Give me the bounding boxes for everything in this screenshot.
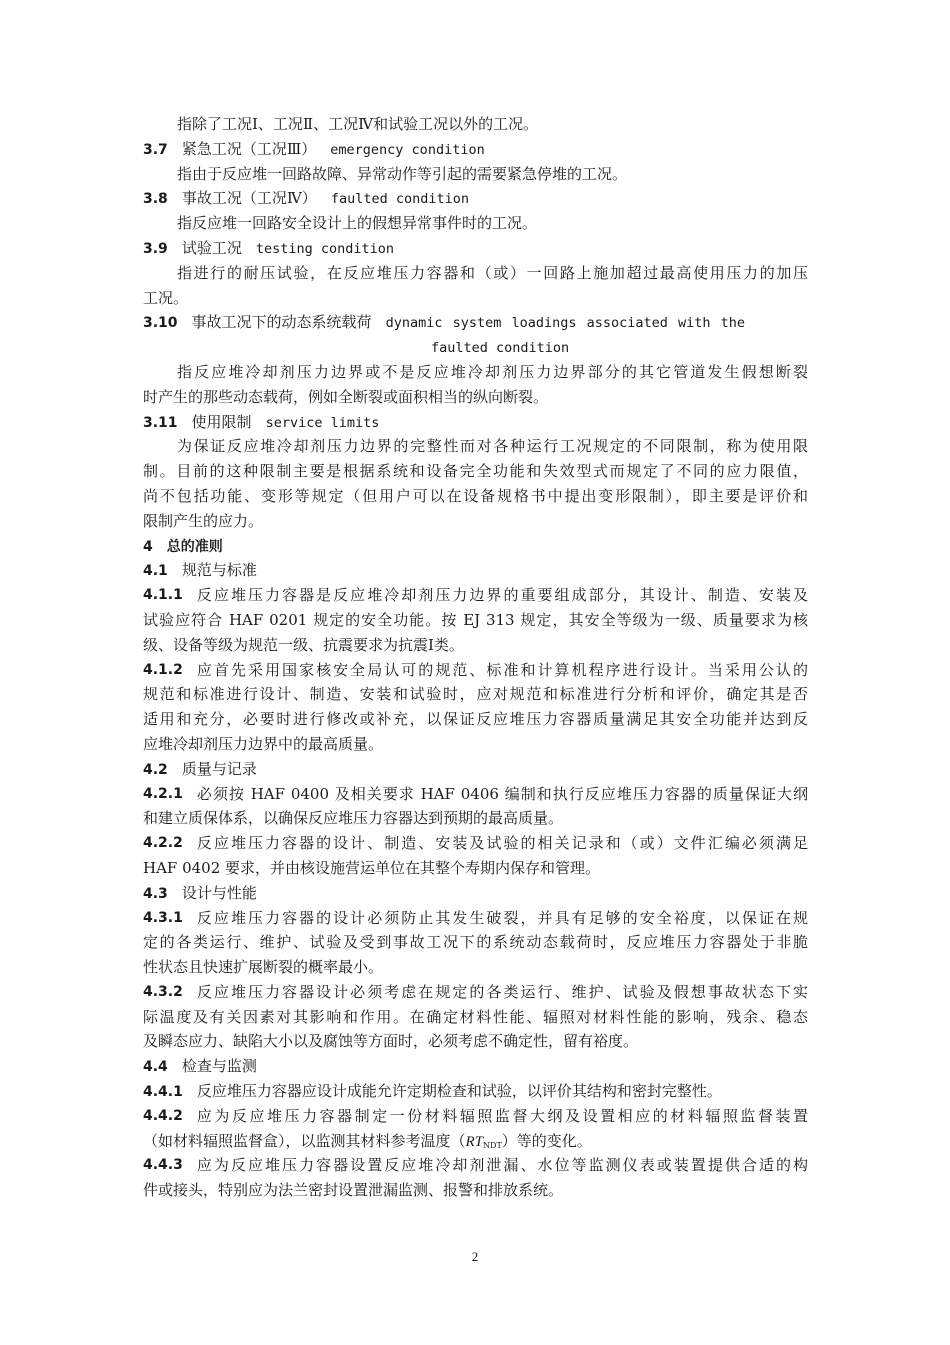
- paragraph-text: 尚不包括功能、变形等规定（但用户可以在设备规格书中提出变形限制），即主要是评价和: [143, 486, 808, 505]
- section-heading-line: [143, 236, 808, 261]
- section-title: 使用限制: [191, 412, 252, 431]
- text-line: [143, 633, 808, 658]
- english-term: faulted condition: [431, 340, 570, 357]
- section-number: 4.2.2: [143, 835, 183, 852]
- paragraph-text: 规范和标准进行设计、制造、安装和试验时，应对规范和标准进行分析和评价，确定其是否: [143, 685, 808, 704]
- text-line: [143, 856, 808, 881]
- text-line: [143, 261, 808, 286]
- text-line: [143, 211, 808, 236]
- paragraph-text: 及瞬态应力、缺陷大小以及腐蚀等方面时，必须考虑不确定性，留有裕度。: [143, 1032, 639, 1051]
- section-number: 3.10: [143, 315, 178, 332]
- paragraph-text: 工况。: [143, 288, 189, 307]
- section-number: 3.8: [143, 191, 168, 208]
- section-number: 4.3: [143, 885, 168, 902]
- text-line: [143, 112, 808, 137]
- paragraph-text: 应为反应堆压力容器设置反应堆冷却剂泄漏、水位等监测仪表或装置提供合适的构: [196, 1156, 808, 1175]
- section-heading-line: [143, 558, 808, 583]
- section-number: 4.1.2: [143, 661, 183, 678]
- text-line: [143, 459, 808, 484]
- section-heading-line: [143, 137, 808, 162]
- section-heading-line: [143, 310, 808, 335]
- english-term: faulted condition: [330, 191, 469, 208]
- section-heading-line: [143, 1054, 808, 1079]
- text-line: [143, 385, 808, 410]
- section-heading-line: [143, 583, 808, 608]
- paragraph-text: 性状态且快速扩展断裂的概率最小。: [143, 958, 384, 977]
- paragraph-text: 级、设备等级为规范一级、抗震要求为抗震Ⅰ类。: [143, 635, 464, 654]
- text-line: [143, 484, 808, 509]
- paragraph-text: 应首先采用国家核安全局认可的规范、标准和计算机程序进行设计。当采用公认的: [196, 660, 808, 679]
- paragraph-text: 定的各类运行、维护、试验及受到事故工况下的系统动态载荷时，反应堆压力容器处于非脆: [143, 933, 808, 952]
- section-heading-line: [143, 906, 808, 931]
- paragraph-text: 制。目前的这种限制主要是根据系统和设备完全功能和失效型式而规定了不同的应力限值，: [143, 462, 808, 481]
- document-body: [143, 112, 808, 1203]
- section-number: 4.4.2: [143, 1107, 183, 1124]
- paragraph-text: 为保证反应堆冷却剂压力边界的完整性而对各种运行工况规定的不同限制，称为使用限: [177, 437, 808, 456]
- page-number: 2: [471, 1249, 479, 1264]
- rt-symbol: RT: [465, 1133, 484, 1150]
- section-number: 4.4.3: [143, 1157, 183, 1174]
- paragraph-text: HAF 0402 要求，并由核设施营运单位在其整个寿期内保存和管理。: [143, 858, 601, 877]
- text-line: [143, 335, 808, 360]
- paragraph-text: 必须按 HAF 0400 及相关要求 HAF 0406 编制和执行反应堆压力容器的质量保证大纲: [196, 784, 808, 803]
- paragraph-text: 际温度及有关因素对其影响和作用。在确定材料性能、辐照对材料性能的影响，残余、稳态: [143, 1007, 808, 1026]
- section-number: 4: [143, 538, 153, 555]
- section-title: 检查与监测: [181, 1057, 257, 1076]
- section-number: 4.1: [143, 563, 168, 580]
- section-heading-line: [143, 410, 808, 435]
- section-number: 4.3.1: [143, 909, 183, 926]
- paragraph-text: 试验应符合 HAF 0201 规定的安全功能。按 EJ 313 规定，其安全等级为一级、质量要求为核: [143, 610, 808, 629]
- section-heading-line: [143, 658, 808, 683]
- english-term: service limits: [265, 414, 380, 431]
- text-line: [143, 1178, 808, 1203]
- paragraph-text: 反应堆压力容器设计必须考虑在规定的各类运行、维护、试验及假想事故状态下实: [196, 982, 808, 1001]
- section-title: 规范与标准: [181, 561, 257, 580]
- section-number: 4.3.2: [143, 983, 183, 1000]
- text-line: [143, 434, 808, 459]
- section-number: 3.7: [143, 141, 168, 158]
- section-heading-line: [143, 1104, 808, 1129]
- paragraph-text: 指除了工况Ⅰ、工况Ⅱ、工况Ⅳ和试验工况以外的工况。: [177, 115, 539, 133]
- section-number: 4.1.1: [143, 587, 183, 604]
- section-title: 事故工况下的动态系统载荷: [191, 313, 372, 332]
- section-number: 3.11: [143, 414, 178, 431]
- english-term: emergency condition: [330, 141, 485, 158]
- paragraph-text: 和建立质保体系，以确保反应堆压力容器达到预期的最高质量。: [143, 809, 564, 828]
- text-line: [143, 360, 808, 385]
- section-title: 事故工况（工况Ⅳ）: [181, 189, 317, 208]
- section-heading-line: [143, 980, 808, 1005]
- section-title: 设计与性能: [181, 883, 257, 902]
- section-title: 质量与记录: [181, 759, 257, 778]
- text-line: [143, 707, 808, 732]
- section-heading-line: [143, 782, 808, 807]
- section-title: 试验工况: [181, 238, 242, 257]
- english-term: testing condition: [255, 240, 394, 257]
- text-line: [143, 955, 808, 980]
- paragraph-text: 反应堆压力容器的设计、制造、安装及试验的相关记录和（或）文件汇编必须满足: [196, 834, 808, 853]
- section-heading-line: [143, 831, 808, 856]
- text-line: [143, 1129, 808, 1154]
- paragraph-text: ）等的变化。: [501, 1131, 592, 1150]
- paragraph-text: 指反应堆一回路安全设计上的假想异常事件时的工况。: [177, 214, 538, 233]
- paragraph-text: 指进行的耐压试验，在反应堆压力容器和（或）一回路上施加超过最高使用压力的加压: [177, 263, 808, 282]
- paragraph-text: 反应堆压力容器是反应堆冷却剂压力边界的重要组成部分，其设计、制造、安装及: [196, 586, 808, 605]
- section-title: 紧急工况（工况Ⅲ）: [181, 139, 317, 158]
- section-title: 总的准则: [166, 538, 223, 555]
- text-line: [143, 1029, 808, 1054]
- section-heading-line: [143, 881, 808, 906]
- section-number: 4.2.1: [143, 785, 183, 802]
- text-line: [143, 806, 808, 831]
- section-heading-line: [143, 757, 808, 782]
- section-heading-line: [143, 186, 808, 211]
- paragraph-text: 时产生的那些动态载荷，例如全断裂或面积相当的纵向断裂。: [143, 387, 549, 406]
- paragraph-text: （如材料辐照监督盒），以监测其材料参考温度（: [143, 1131, 466, 1150]
- rt-subscript: NDT: [483, 1140, 502, 1150]
- text-line: [143, 509, 808, 534]
- paragraph-text: 限制产生的应力。: [143, 511, 264, 530]
- section-number: 3.9: [143, 240, 168, 257]
- text-line: [143, 930, 808, 955]
- paragraph-text: 适用和充分，必要时进行修改或补充，以保证反应堆压力容器质量满足其安全功能并达到反: [143, 710, 808, 729]
- english-term: dynamic system loadings associated with the: [385, 315, 746, 332]
- section-number: 4.2: [143, 761, 168, 778]
- text-line: [143, 608, 808, 633]
- text-line: [143, 682, 808, 707]
- paragraph-text: 指反应堆冷却剂压力边界或不是反应堆冷却剂压力边界部分的其它管道发生假想断裂: [177, 362, 808, 381]
- paragraph-text: 指由于反应堆一回路故障、异常动作等引起的需要紧急停堆的工况。: [177, 164, 628, 183]
- text-line: [143, 1005, 808, 1030]
- section-number: 4.4: [143, 1059, 168, 1076]
- text-line: [143, 162, 808, 187]
- text-line: [143, 286, 808, 311]
- section-number: 4.4.1: [143, 1084, 183, 1101]
- paragraph-text: 反应堆压力容器的设计必须防止其发生破裂，并具有足够的安全裕度，以保证在规: [196, 908, 808, 927]
- paragraph-text: 反应堆压力容器应设计成能允许定期检查和试验，以评价其结构和密封完整性。: [196, 1082, 722, 1101]
- text-line: [143, 732, 808, 757]
- paragraph-text: 件或接头，特别应为法兰密封设置泄漏监测、报警和排放系统。: [143, 1181, 564, 1200]
- paragraph-text: 应为反应堆压力容器制定一份材料辐照监督大纲及设置相应的材料辐照监督装置: [196, 1106, 808, 1125]
- section-heading-line: [143, 1079, 808, 1104]
- section-heading-line: [143, 1153, 808, 1178]
- section-heading-line: [143, 534, 808, 559]
- paragraph-text: 应堆冷却剂压力边界中的最高质量。: [143, 734, 384, 753]
